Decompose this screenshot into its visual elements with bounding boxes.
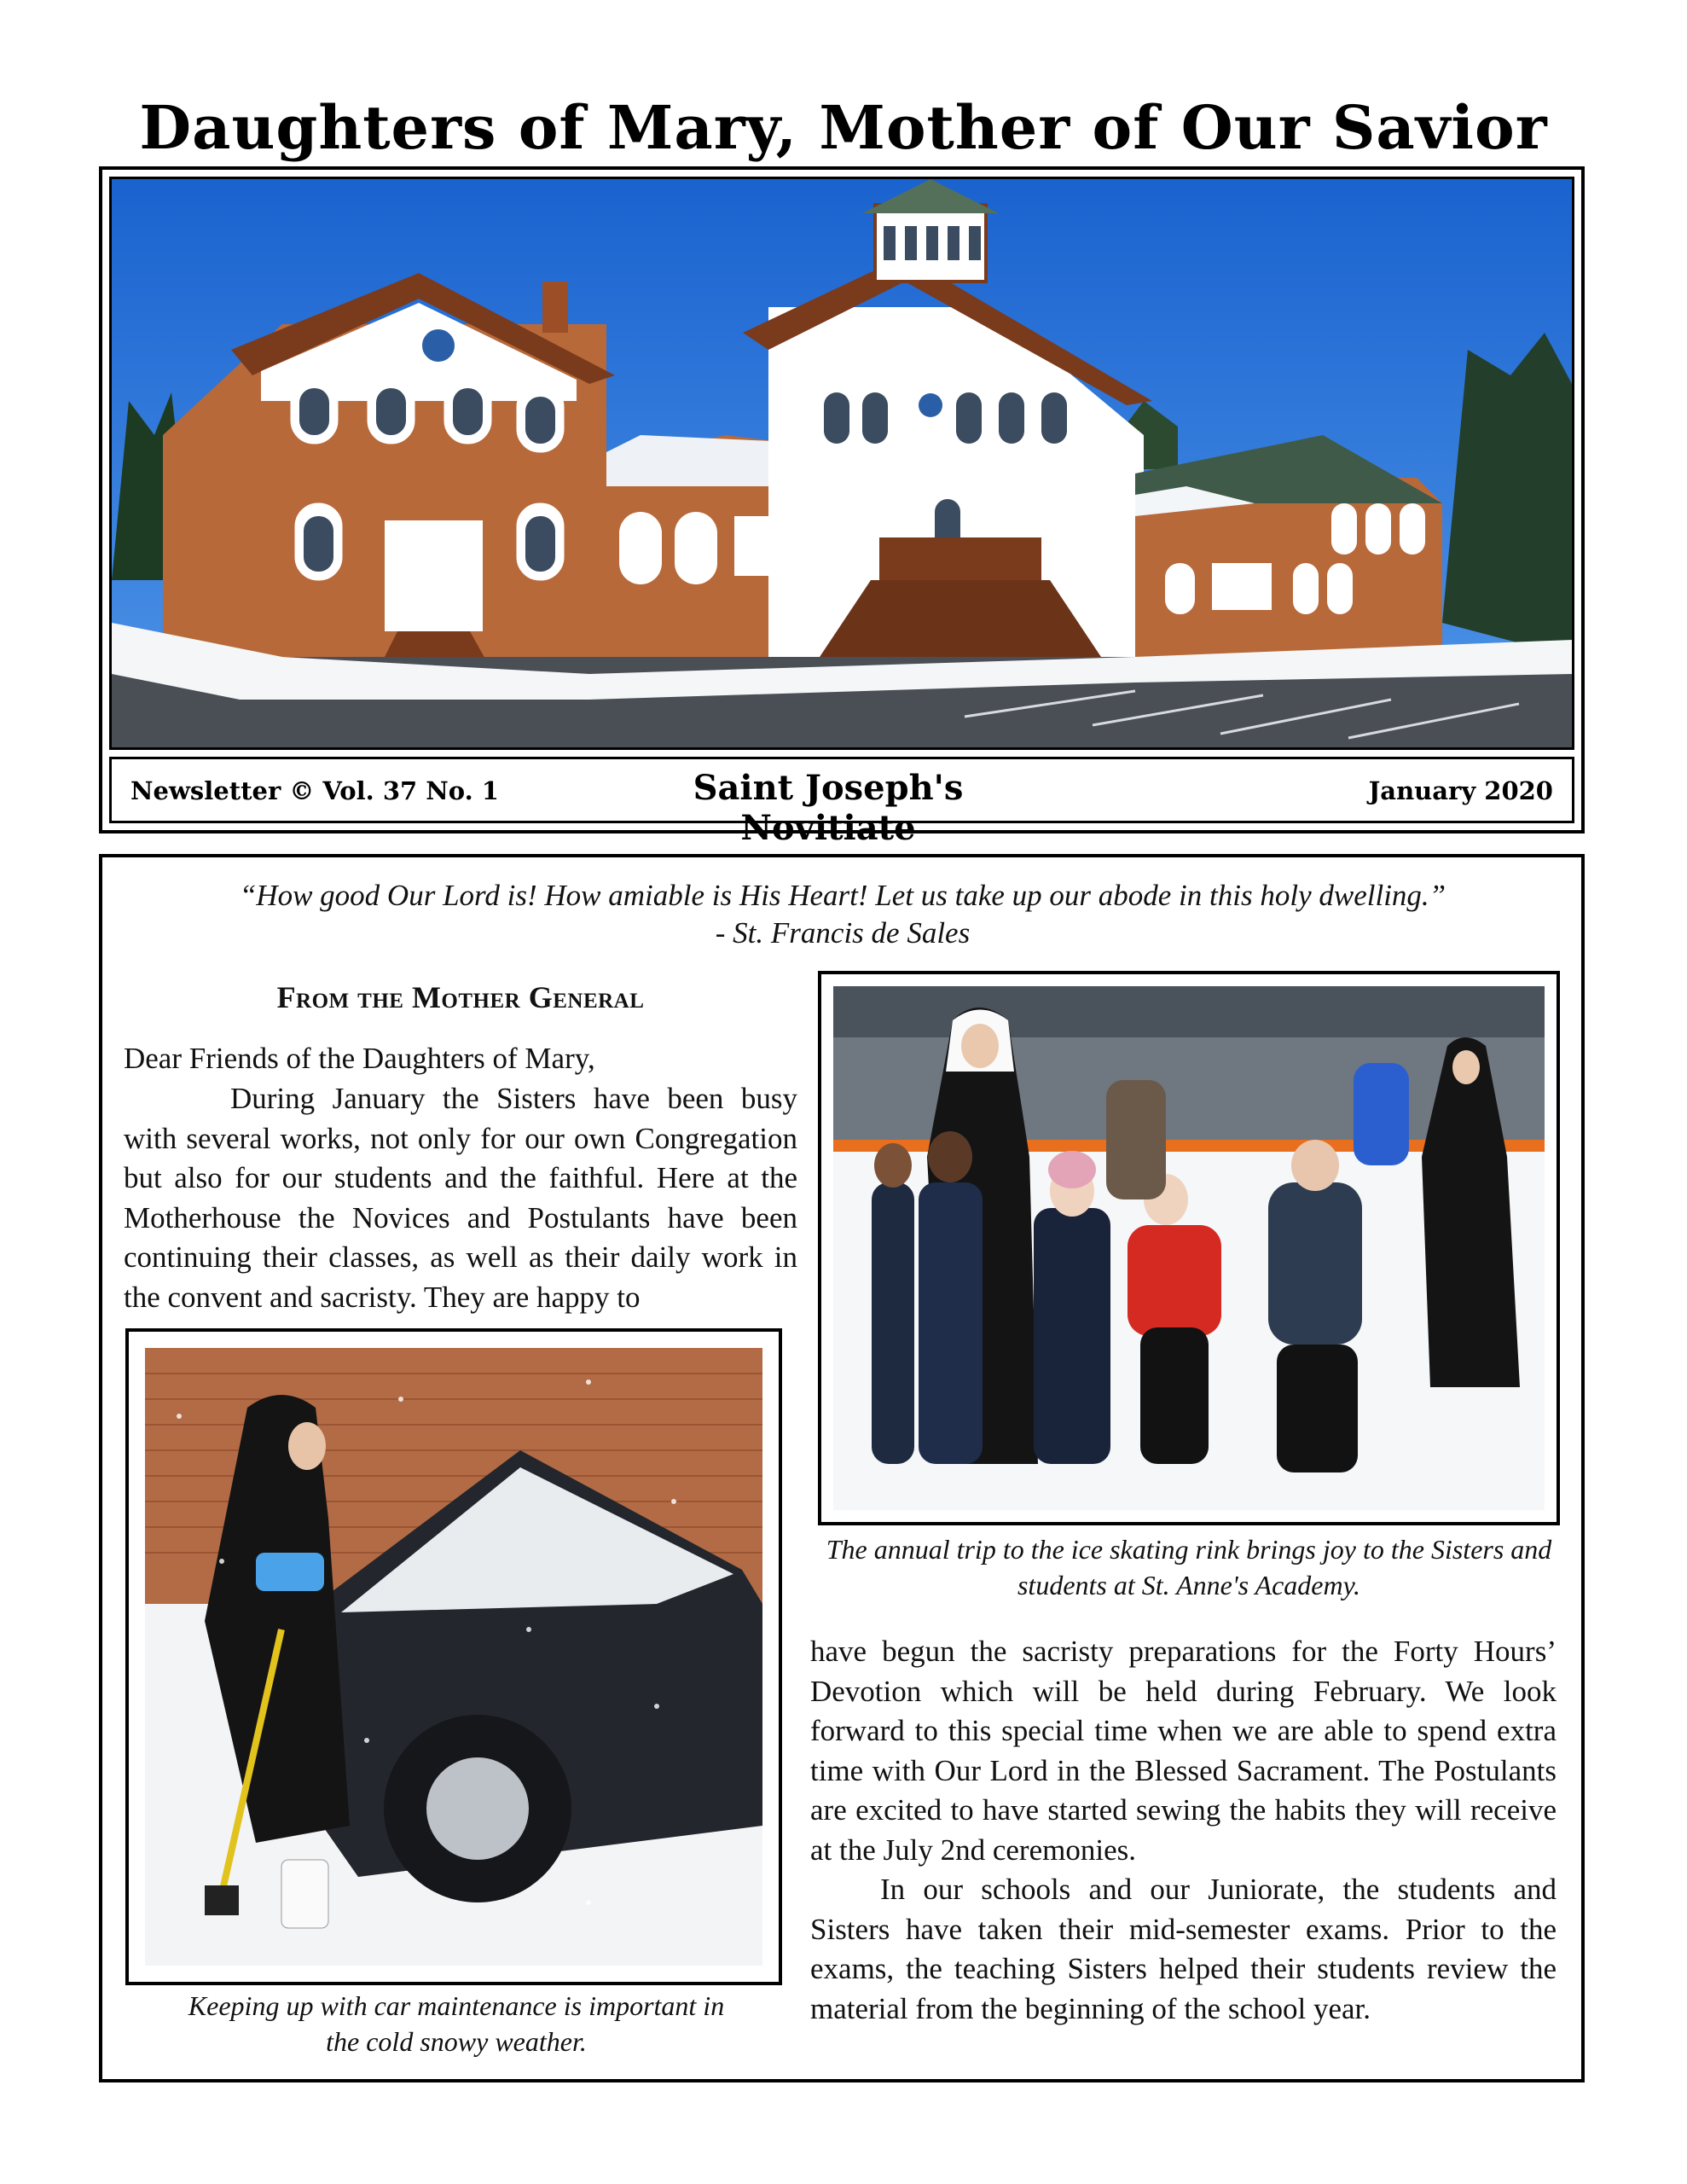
article-paragraph-1b: have begun the sacristy preparations for the Forty Hours’ Devotion which will be held during February. We look forward to this special time when we are able to spend extra time with Our Lord in the Blessed Sacrament. The Postulants are excited to have started sewing the habits they will receive at the July 2nd ceremonies. bbox=[810, 1635, 1557, 1867]
issue-date: January 2020 bbox=[1368, 776, 1553, 805]
header-frame bbox=[99, 166, 1585, 848]
car-photo bbox=[145, 1348, 762, 1966]
skating-photo bbox=[833, 986, 1545, 1510]
quote-attribution: - St. Francis de Sales bbox=[715, 916, 971, 950]
opening-quote: “How good Our Lord is! How amiable is His Heart! Let us take up our abode in this holy dwelling.” bbox=[239, 879, 1446, 912]
car-photo-caption: Keeping up with car maintenance is important in the cold snowy weather. bbox=[188, 1990, 725, 2057]
car-maintenance-photo bbox=[145, 1348, 762, 1966]
skating-photo-caption: The annual trip to the ice skating rink brings joy to the Sisters and students at St. Anne's Academy. bbox=[826, 1534, 1552, 1600]
ice-skating-photo bbox=[833, 986, 1545, 1510]
article-paragraph-2: In our schools and our Juniorate, the students and Sisters have taken their mid-semester exams. Prior to the exams, the teaching Sisters helped their students review the material from the beginning of the school year. bbox=[810, 1873, 1557, 2025]
header-photo bbox=[109, 177, 1574, 750]
masthead-title: Daughters of Mary, Mother of Our Savior bbox=[139, 92, 1548, 163]
article-paragraph-1a: During January the Sisters have been busy with several works, not only for our own Congregation but also for our students and the faithful. Here at the Motherhouse the Novices and Postulants have been continuing their classes, as well as their daily work in the convent and sacristy. They are happy to bbox=[124, 1082, 797, 1314]
skating-photo-frame bbox=[818, 971, 1560, 1525]
info-bar bbox=[109, 757, 1574, 848]
car-photo-frame bbox=[125, 1328, 782, 1985]
article-heading: From the Mother General bbox=[276, 980, 645, 1014]
article-salutation: Dear Friends of the Daughters of Mary, bbox=[124, 1042, 595, 1075]
novitiate-title: Saint Joseph's Novitiate bbox=[693, 768, 964, 848]
building-photo bbox=[112, 179, 1572, 747]
newsletter-volume: Newsletter © Vol. 37 No. 1 bbox=[130, 776, 499, 805]
